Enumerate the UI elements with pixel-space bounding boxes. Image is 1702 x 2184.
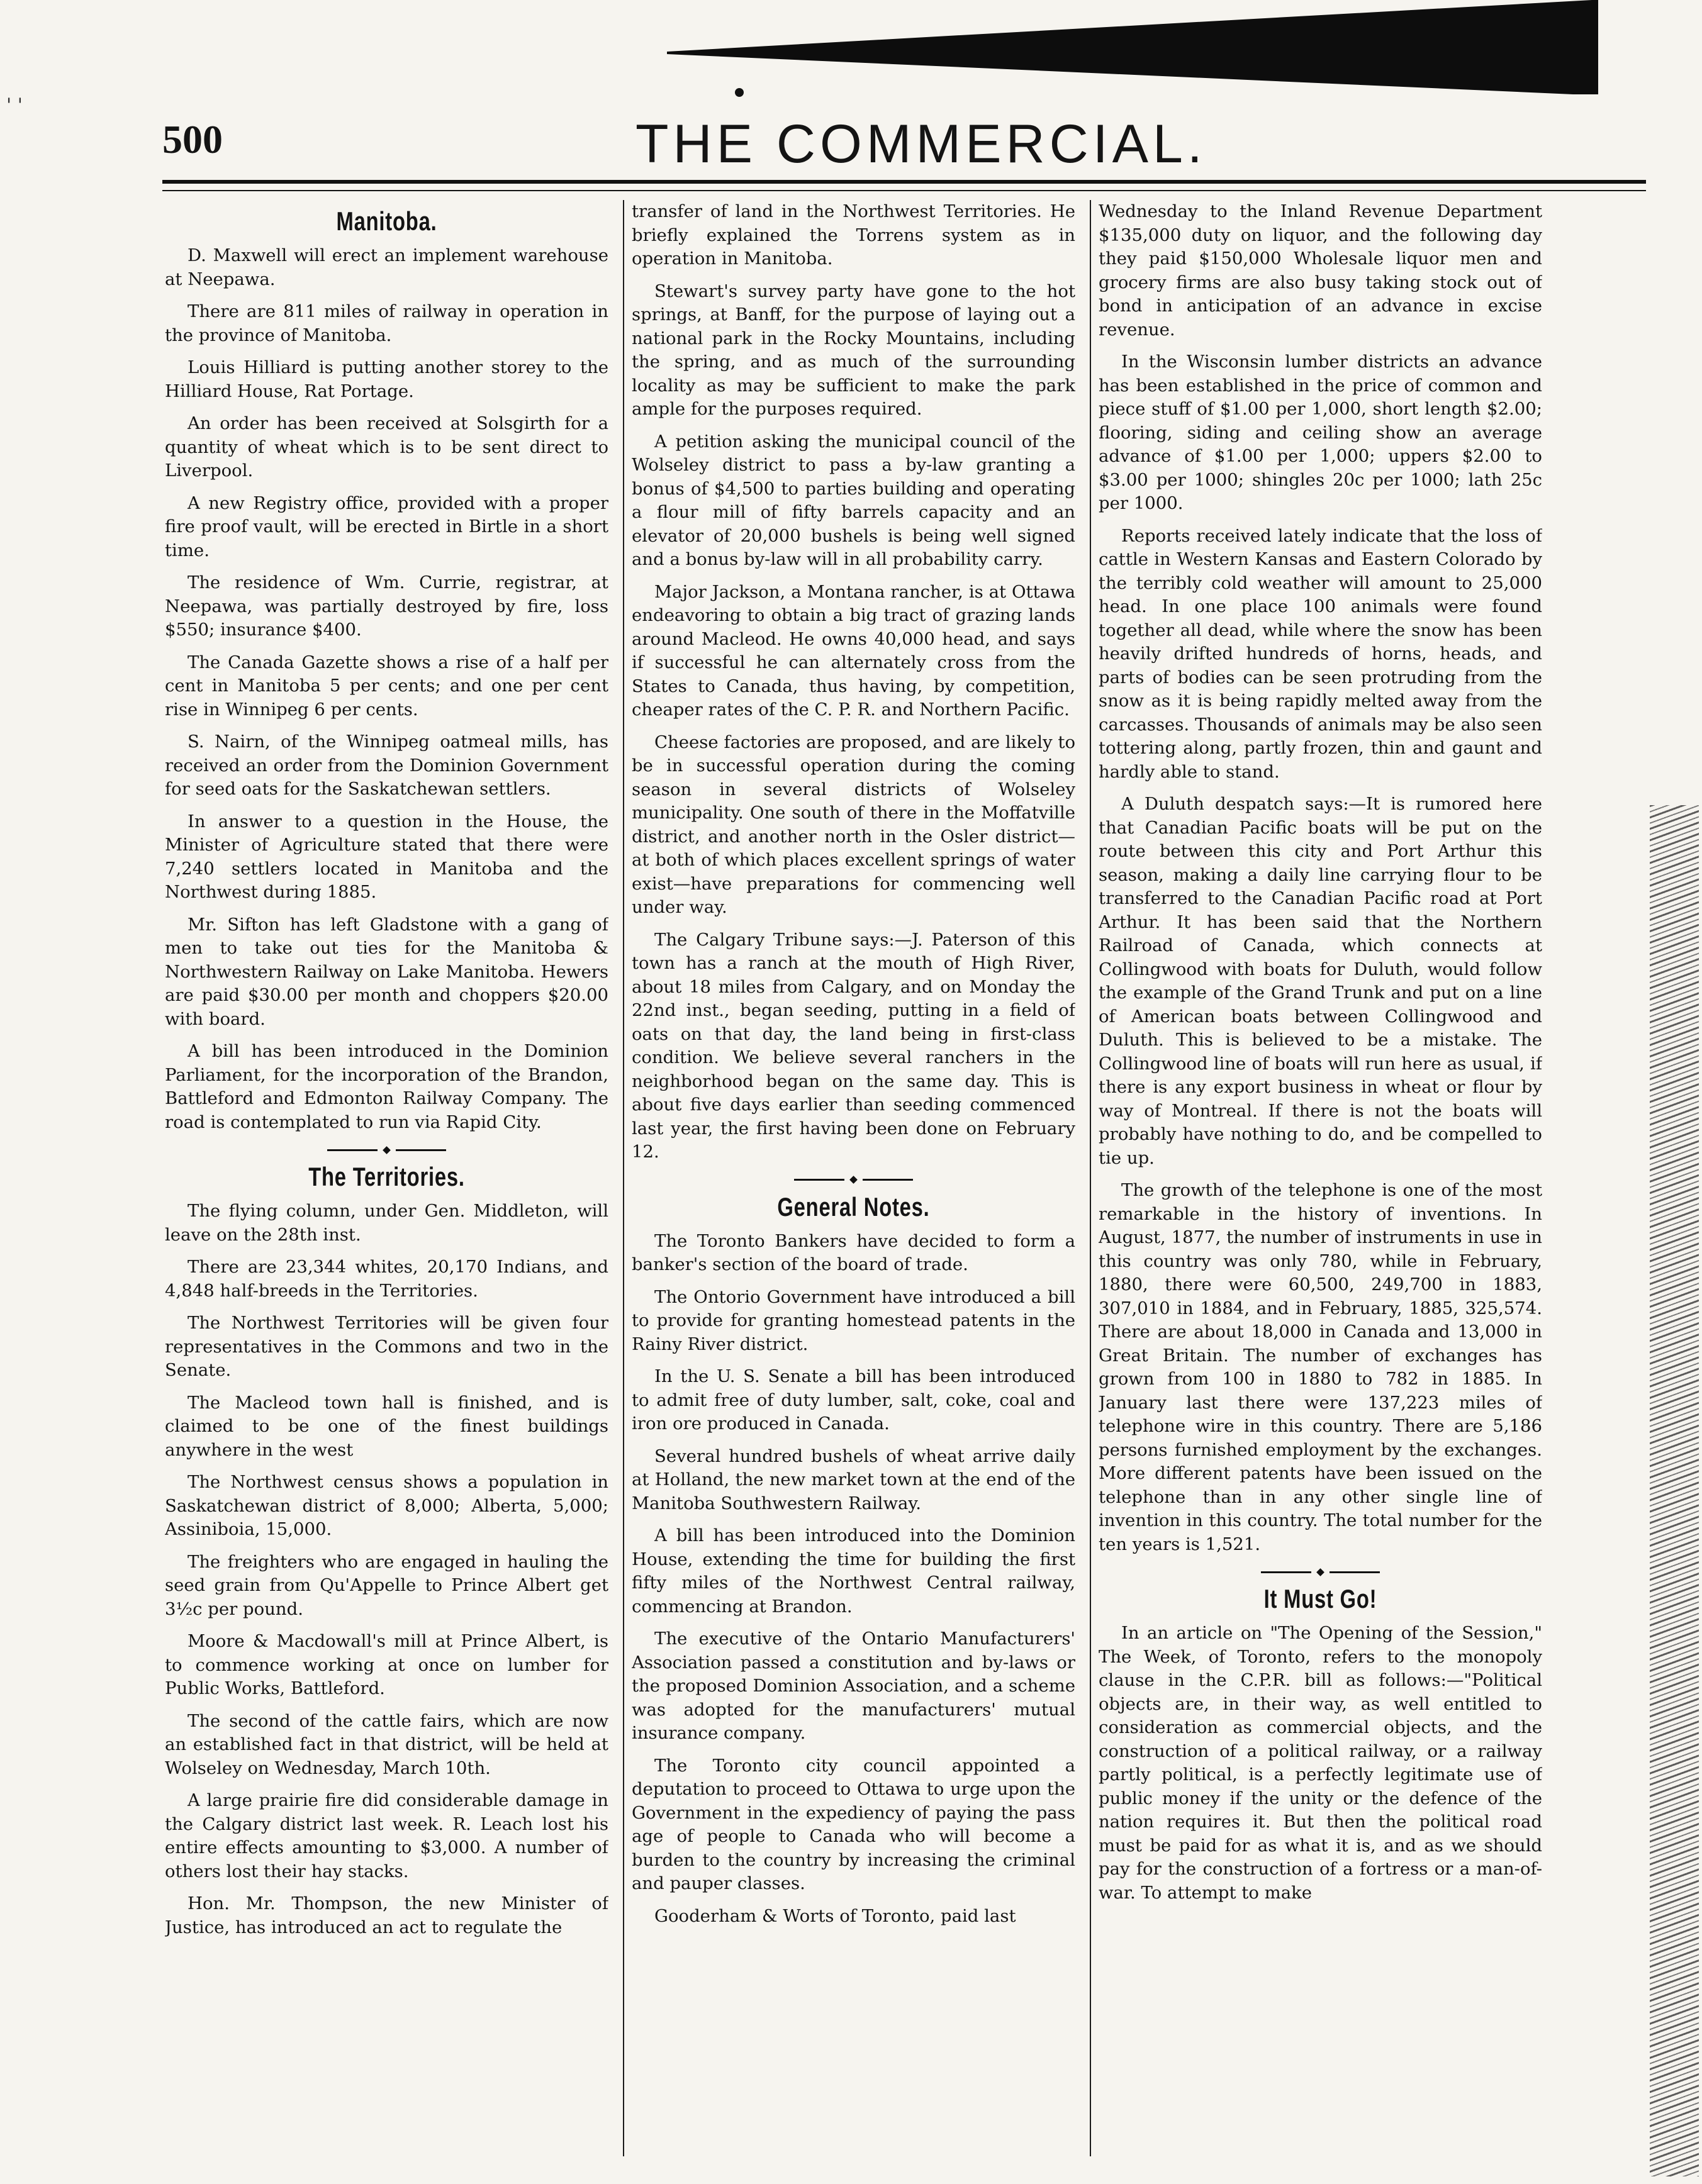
ink-dot [735, 88, 744, 97]
article-paragraph: Cheese factories are proposed, and are likely to be in successful operation during the coming season in several districts of Wolseley municipality. One south of there in the Moffatville district, and another north in the Osler district—at both of which places excellent springs of water exist—have preparations for commencing well under way. [632, 732, 1075, 917]
article-paragraph: Hon. Mr. Thompson, the new Minister of Justice, has introduced an act to regulate the [165, 1893, 608, 1937]
article-paragraph: A petition asking the municipal council of the Wolseley district to pass a by-law granting a bonus of $4,500 to parties building and operating a flour mill of fifty barrels capacity and an elevator of 20,000 bushels is being well signed and a bonus by-law will in all probability carry. [632, 431, 1075, 569]
page-number: 500 [162, 117, 223, 162]
article-paragraph: In answer to a question in the House, the Minister of Agriculture stated that there were 7,240 settlers located in Manitoba and the Northwest during 1885. [165, 811, 608, 902]
section-territories-continued [632, 200, 1075, 1164]
column-3 [1099, 200, 1542, 2163]
section-territories [165, 1162, 608, 1939]
article-paragraph: The Ontorio Government have introduced a bill to provide for granting homestead patents in the Rainy River district. [632, 1286, 1075, 1354]
article-paragraph: Wednesday to the Inland Revenue Department $135,000 duty on liquor, and the following day they paid $150,000 Wholesale liquor men and grocery firms are also busy taking stock out of bond in anticipation of an advance in excise revenue. [1099, 201, 1542, 340]
section-divider [165, 1144, 608, 1156]
article-paragraph: A large prairie fire did considerable damage in the Calgary district last week. R. Leach lost his entire effects amounting to $3,000. A number of others lost their hay stacks. [165, 1790, 608, 1881]
article-paragraph: The Calgary Tribune says:—J. Paterson of this town has a ranch at the mouth of High River, about 18 miles from Calgary, and on Monday the 22nd inst., began seeding, putting in a field of oats on that day, the land being in first-class condition. We believe several ranchers in the neighborhood began on the same day. This is about five days earlier than seeding commenced last year, the first having been done on February 12. [632, 929, 1075, 1162]
section-heading: Manitoba. [336, 206, 437, 236]
header-rule [162, 180, 1646, 184]
column-divider [623, 200, 624, 2156]
article-paragraph: Reports received lately indicate that the loss of cattle in Western Kansas and Eastern Colorado by the terribly cold weather will amount to 25,000 head. In one place 100 animals were found together all dead, while where the snow has been heavily drifted hundreds of horns, heads, and parts of bodies can be seen protruding from the snow as it is being rapidly melted away from the carcasses. Thousands of animals may be also seen tottering along, partly frozen, thin and gaunt and hardly able to stand. [1099, 525, 1542, 782]
article-paragraph: S. Nairn, of the Winnipeg oatmeal mills, has received an order from the Dominion Government for seed oats for the Saskatchewan settlers. [165, 732, 608, 799]
article-paragraph: The freighters who are engaged in hauling the seed grain from Qu'Appelle to Prince Albert get 3½c per pound. [165, 1551, 608, 1619]
article-paragraph: The second of the cattle fairs, which are now an established fact in that district, will be held at Wolseley on Wednesday, March 10th. [165, 1710, 608, 1778]
section-heading: The Territories. [308, 1162, 465, 1191]
article-paragraph: The residence of Wm. Currie, registrar, at Neepawa, was partially destroyed by fire, loss $550; insurance $400. [165, 572, 608, 640]
article-paragraph: The Macleod town hall is finished, and is claimed to be one of the finest buildings anywhere in the west [165, 1392, 608, 1460]
article-paragraph: There are 811 miles of railway in operation in the province of Manitoba. [165, 301, 608, 345]
section-heading: General Notes. [777, 1191, 930, 1222]
article-paragraph: The Canada Gazette shows a rise of a half per cent in Manitoba 5 per cents; and one per cent rise in Winnipeg 6 per cents. [165, 652, 608, 720]
section-divider [632, 1174, 1075, 1186]
article-paragraph: There are 23,344 whites, 20,170 Indians, and 4,848 half-breeds in the Territories. [165, 1257, 608, 1301]
article-paragraph: A Duluth despatch says:—It is rumored here that Canadian Pacific boats will be put on the route between this city and Port Arthur this season, making a daily line carrying flour to be transferred to the Canadian Pacific road at Port Arthur. It has been said that the Northern Railroad of Canada, which connects at Collingwood with boats for Duluth, would follow the example of the Grand Trunk and put on a line of American boats between Collingwood and Duluth. This is believed to be a mistake. The Collingwood line of boats will run here as usual, if there is any export business in wheat or flour by way of Montreal. If there is not the boats will probably have nothing to do, and be compelled to tie up. [1099, 794, 1542, 1168]
section-heading: It Must Go! [1263, 1584, 1377, 1613]
article-paragraph: In an article on "The Opening of the Session," The Week, of Toronto, refers to the monopoly clause in the C.P.R. bill as follows:—"Political objects are, in their way, as well entitled to consideration as commercial objects, and the construction of a political railway, or a railway partly political, is a perfectly legitimate use of public money if the unity or the defence of the nation requires it. But then the political road must be paid for as what it is, and as we should pay for the construction of a fortress or a man-of-war. To attempt to make [1099, 1623, 1542, 1903]
article-paragraph: A bill has been introduced in the Dominion Parliament, for the incorporation of the Brandon, Battleford and Edmonton Railway Company. The road is contemplated to run via Rapid City. [165, 1041, 608, 1132]
page-edge-texture [1650, 805, 1699, 2176]
article-paragraph: A bill has been introduced into the Dominion House, extending the time for building the first fifty miles of the Northwest Central railway, commencing at Brandon. [632, 1525, 1075, 1617]
article-paragraph: Stewart's survey party have gone to the hot springs, at Banff, for the purpose of laying out a national park in the Rocky Mountains, including the spring, and as much of the surrounding locality as may be sufficient to make the park ample for the purposes required. [632, 281, 1075, 419]
column-1 [165, 200, 608, 2163]
article-paragraph: In the Wisconsin lumber districts an advance has been established in the price of common and piece stuff of $1.00 per 1,000, short length $2.00; flooring, siding and ceiling show an average advance of $1.00 per 1,000; uppers $2.00 to $3.00 per 1000; shingles 20c per 1000; lath 25c per 1000. [1099, 352, 1542, 513]
article-paragraph: The growth of the telephone is one of the most remarkable in the history of inventions. In August, 1877, the number of instruments in use in this country was only 780, while in February, 1880, there were 60,500, 249,700 in 1883, 307,010 in 1884, and in February, 1885, 325,574. There are about 18,000 in Canada and 13,000 in Great Britain. The number of exchanges has grown from 100 in 1880 to 782 in 1885. In January last there were 137,223 miles of telephone wire in this country. There are 5,186 persons furnished employment by the exchanges. More different patents have been issued on the telephone than in any other single line of invention in this country. The total number for the ten years is 1,521. [1099, 1180, 1542, 1554]
section-divider [1099, 1566, 1542, 1578]
article-paragraph: A new Registry office, provided with a proper fire proof vault, will be erected in Birtle in a short time. [165, 493, 608, 560]
article-paragraph: The Toronto city council appointed a deputation to proceed to Ottawa to urge upon the Government in the expediency of paying the pass age of people to Canada who will become a burden to the country by increasing the criminal and pauper classes. [632, 1755, 1075, 1893]
article-paragraph: The Northwest Territories will be given four representatives in the Commons and two in the Senate. [165, 1313, 608, 1380]
article-paragraph: The Toronto Bankers have decided to form a banker's section of the board of trade. [632, 1230, 1075, 1274]
article-paragraph: D. Maxwell will erect an implement warehouse at Neepawa. [165, 245, 608, 289]
article-paragraph: Gooderham & Worts of Toronto, paid last [654, 1905, 1016, 1926]
section-general-notes [632, 1192, 1075, 1929]
margin-mark: ' ' [6, 94, 23, 116]
section-it-must-go [1099, 1584, 1542, 1905]
article-paragraph: The flying column, under Gen. Middleton, will leave on the 28th inst. [165, 1201, 608, 1245]
header-rule-thin [162, 190, 1646, 191]
page-edge-shadow [667, 0, 1598, 94]
article-paragraph: In the U. S. Senate a bill has been introduced to admit free of duty lumber, salt, coke, coal and iron ore produced in Canada. [632, 1366, 1075, 1434]
page-title: THE COMMERCIAL. [635, 114, 1207, 174]
column-divider [1090, 200, 1091, 2156]
section-manitoba [165, 206, 608, 1134]
column-2 [632, 200, 1075, 2163]
article-paragraph: The Northwest census shows a population in Saskatchewan district of 8,000; Alberta, 5,000; Assiniboia, 15,000. [165, 1472, 608, 1539]
article-paragraph: Moore & Macdowall's mill at Prince Albert, is to commence working at once on lumber for Public Works, Battleford. [165, 1631, 608, 1698]
article-paragraph: The executive of the Ontario Manufacturers' Association passed a constitution and by-laws or the proposed Dominion Association, and a scheme was adopted for the manufacturers' mutual insurance company. [632, 1629, 1075, 1743]
article-paragraph: Louis Hilliard is putting another storey to the Hilliard House, Rat Portage. [165, 357, 608, 401]
article-paragraph: Mr. Sifton has left Gladstone with a gang of men to take out ties for the Manitoba & Northwestern Railway on Lake Manitoba. Hewers are paid $30.00 per month and choppers $20.00 with board. [165, 914, 608, 1029]
article-paragraph: An order has been received at Solsgirth for a quantity of wheat which is to be sent direct to Liverpool. [165, 413, 608, 481]
article-paragraph: Several hundred bushels of wheat arrive daily at Holland, the new market town at the end of the Manitoba Southwestern Railway. [632, 1446, 1075, 1513]
section-general-notes-continued [1099, 200, 1542, 1556]
article-paragraph: transfer of land in the Northwest Territories. He briefly explained the Torrens system as in operation in Manitoba. [632, 201, 1075, 269]
article-paragraph: Major Jackson, a Montana rancher, is at Ottawa endeavoring to obtain a big tract of grazing lands around Macleod. He owns 40,000 head, and says if successful he can alternately cross from the States to Canada, thus having, by competition, cheaper rates of the C. P. R. and Northern Pacific. [632, 581, 1075, 720]
